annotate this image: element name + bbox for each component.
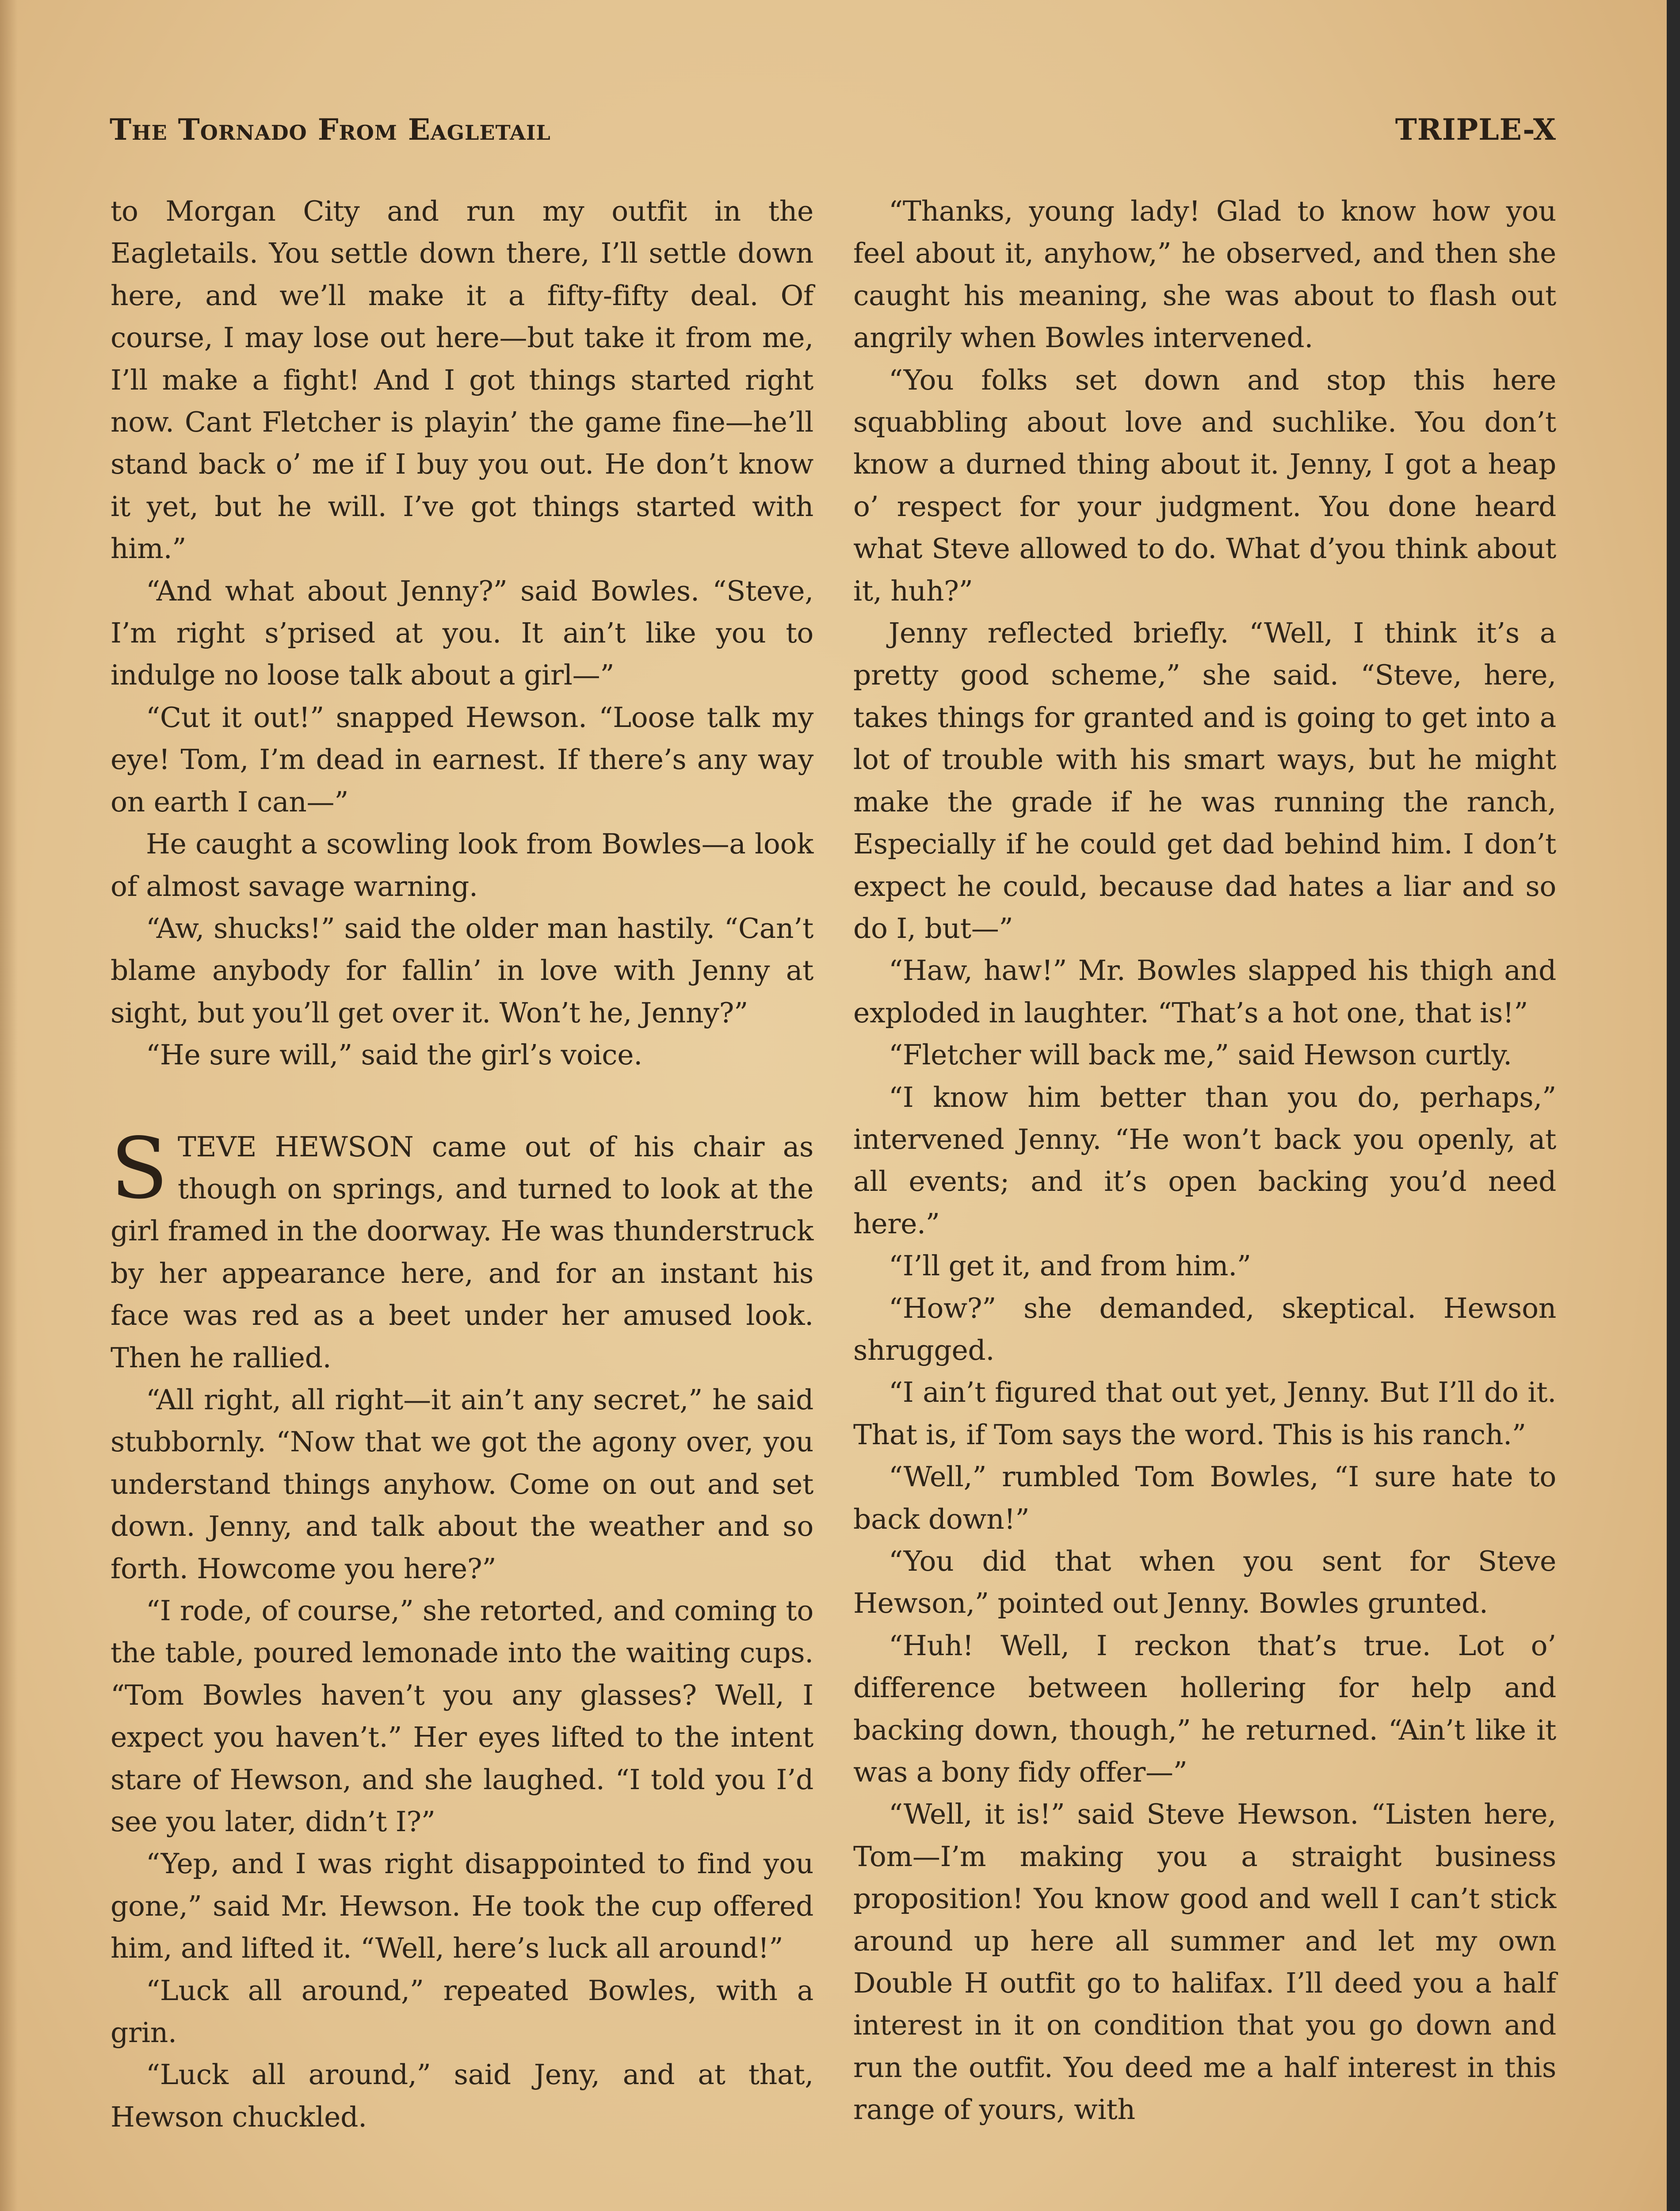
paragraph: “Luck all around,” repeated Bowles, with a grin. [111, 1974, 813, 2049]
magazine-name: TRIPLE-X [1395, 112, 1556, 147]
paragraph: “You folks set down and stop this here squabbling about love and suchlike. You don’t know a durned thing about it. Jenny, I got a heap o’ respect for your judgment. You done heard what Steve allowed to do. What d’you think about it, huh?” [853, 363, 1556, 607]
paragraph: Jenny reflected briefly. “Well, I think it’s a pretty good scheme,” she said. “Steve, here, takes things for granted and is going to get into a lot of trouble with his smart ways, but he might make the grade if he was running the ranch, Especially if he could get dad behind him. I don’t expect he could, because dad hates a liar and so do I, but—” [853, 617, 1556, 945]
paragraph: “I know him better than you do, perhaps,” intervened Jenny. “He won’t back you openly, at all events; and it’s open backing you’d need here.” [853, 1081, 1556, 1240]
left-column [111, 190, 813, 2138]
paragraph: to Morgan City and run my outfit in the Eagletails. You settle down there, I’ll settle down here, and we’ll make it a fifty-fifty deal. Of course, I may lose out here—but take it from me, I’ll make a fight! And I got things started right now. Cant Fletcher is playin’ the game fine—he’ll stand back o’ me if I buy you out. He don’t know it yet, but he will. I’ve got things started with him.” [111, 195, 813, 565]
right-column [853, 190, 1556, 2131]
paragraph: “All right, all right—it ain’t any secret,” he said stubbornly. “Now that we got the agony over, you understand things anyhow. Come on out and set down. Jenny, and talk about the weather and so forth. Howcome you here?” [111, 1383, 813, 1585]
paragraph: “He sure will,” said the girl’s voice. [146, 1039, 643, 1071]
paragraph: “Fletcher will back me,” said Hewson curtly. [889, 1039, 1512, 1071]
paragraph: “Well,” rumbled Tom Bowles, “I sure hate to back down!” [853, 1461, 1556, 1535]
section-opening-text: TEVE HEWSON came out of his chair as though on springs, and turned to look at the girl framed in the doorway. He was thunderstruck by her appearance here, and for an instant his face was red as a beet under her amused look. Then he rallied. [111, 1130, 813, 1374]
paragraph: “How?” she demanded, skeptical. Hewson shrugged. [853, 1292, 1556, 1366]
paragraph: “Thanks, young lady! Glad to know how you feel about it, anyhow,” he observed, and then she caught his meaning, she was about to flash out angrily when Bowles intervened. [853, 195, 1556, 354]
page-edge-background [1667, 0, 1680, 2211]
paragraph: “You did that when you sent for Steve Hewson,” pointed out Jenny. Bowles grunted. [853, 1545, 1556, 1620]
paragraph: “Well, it is!” said Steve Hewson. “Listen here, Tom—I’m making you a straight business proposition! You know good and well I can’t stick around up here all summer and let my own Double H outfit go to halifax. I’ll deed you a half interest in it on condition that you go down and run the outfit. You deed me a half interest in this range of yours, with [853, 1798, 1556, 2126]
paragraph: “Luck all around,” said Jeny, and at that, Hewson chuckled. [111, 2058, 813, 2133]
drop-cap: S [111, 1119, 168, 1217]
story-title: The Tornado From Eagletail [110, 112, 551, 147]
paragraph: “Haw, haw!” Mr. Bowles slapped his thigh and exploded in laughter. “That’s a hot one, that is!” [853, 954, 1556, 1029]
paragraph: “I ain’t figured that out yet, Jenny. But I’ll do it. That is, if Tom says the word. This is his ranch.” [853, 1376, 1556, 1451]
paragraph: “Aw, shucks!” said the older man hastily. “Can’t blame anybody for fallin’ in love with Jenny at sight, but you’ll get over it. Won’t he, Jenny?” [111, 912, 813, 1029]
section-opening-paragraph [111, 1119, 813, 1379]
running-header [110, 105, 1556, 154]
paragraph: “And what about Jenny?” said Bowles. “Steve, I’m right s’prised at you. It ain’t like you to indulge no loose talk about a girl—” [111, 574, 813, 692]
paragraph: “Yep, and I was right disappointed to find you gone,” said Mr. Hewson. He took the cup offered him, and lifted it. “Well, here’s luck all around!” [111, 1848, 813, 1965]
paragraph: “I rode, of course,” she retorted, and coming to the table, poured lemonade into the waiting cups. “Tom Bowles haven’t you any glasses? Well, I expect you haven’t.” Her eyes lifted to the intent stare of Hewson, and she laughed. “I told you I’d see you later, didn’t I?” [111, 1595, 813, 1838]
page-shadow [0, 0, 18, 2211]
paragraph: “I’ll get it, and from him.” [889, 1250, 1251, 1282]
paragraph: “Huh! Well, I reckon that’s true. Lot o’ difference between hollering for help and backing down, though,” he returned. “Ain’t like it was a bony fidy offer—” [853, 1629, 1556, 1789]
paragraph: “Cut it out!” snapped Hewson. “Loose talk my eye! Tom, I’m dead in earnest. If there’s any way on earth I can—” [111, 701, 813, 818]
paragraph: He caught a scowling look from Bowles—a look of almost savage warning. [111, 828, 813, 903]
